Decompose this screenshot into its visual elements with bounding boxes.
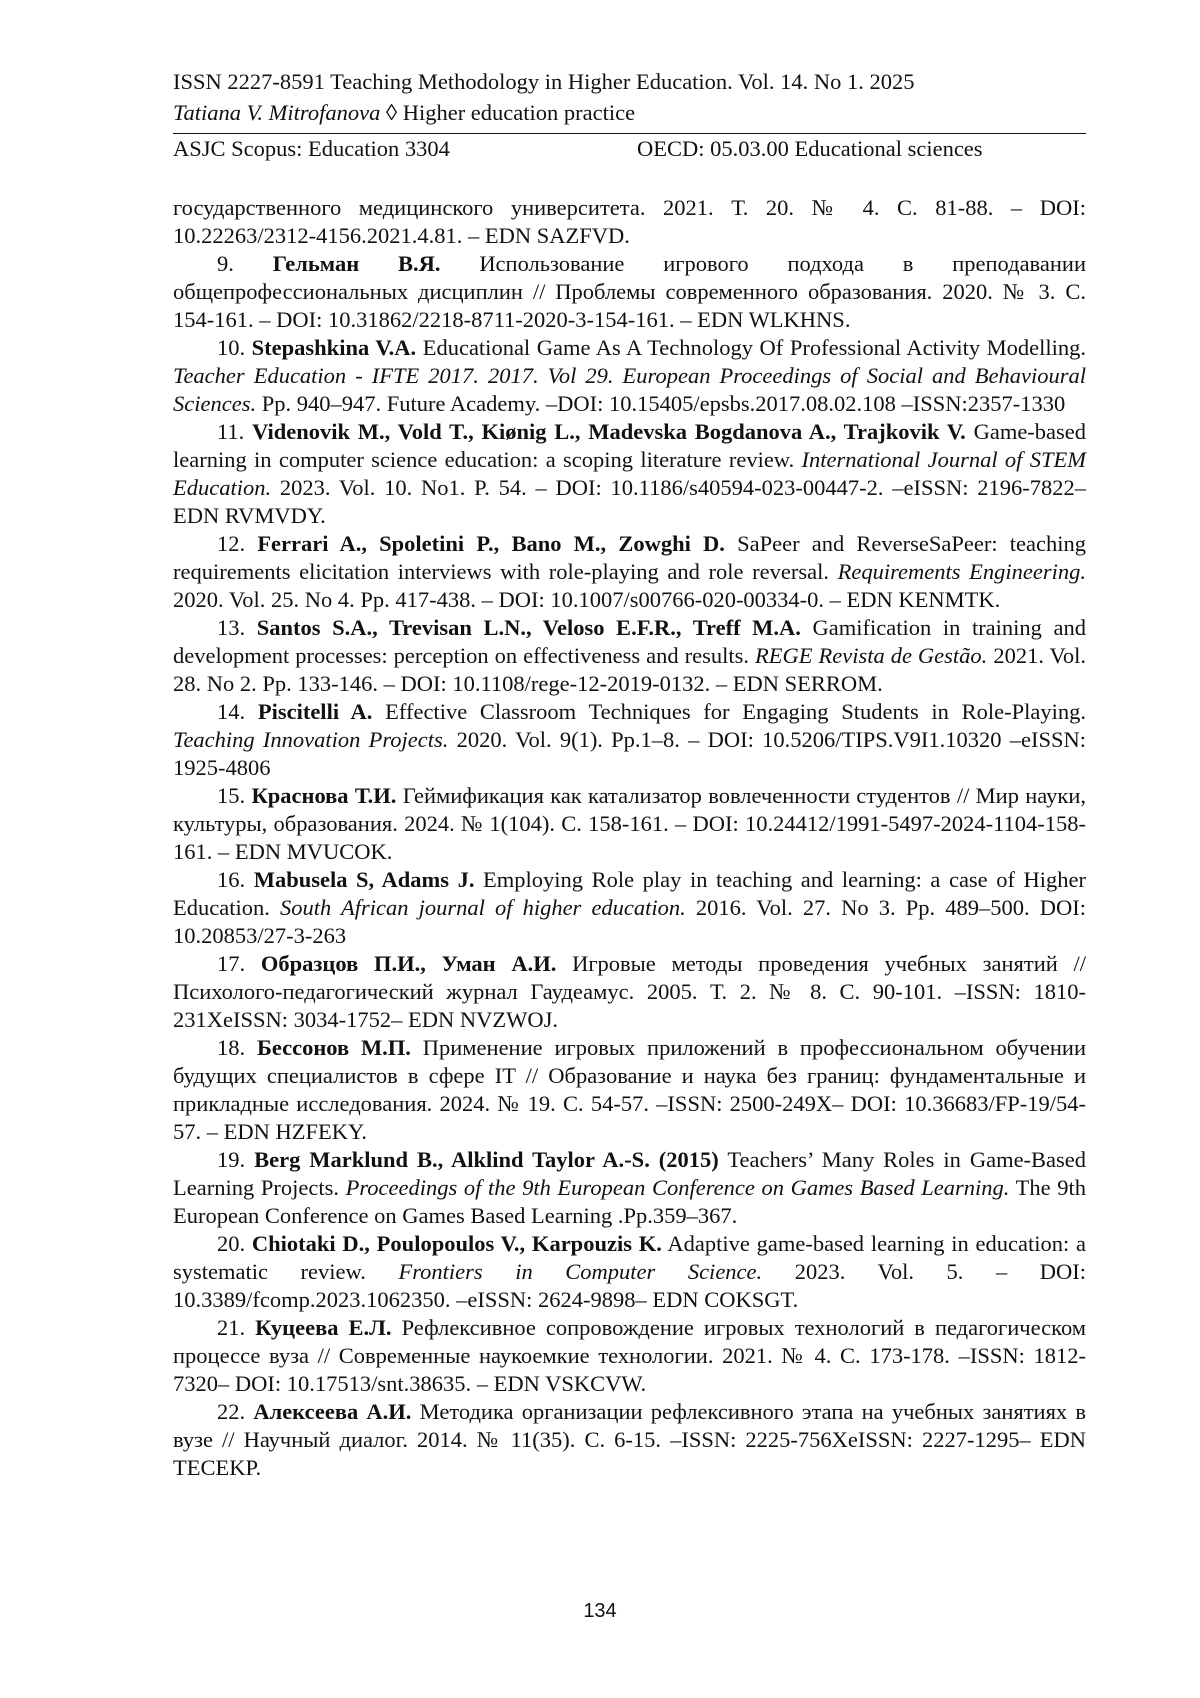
- reference-number: 22.: [217, 1399, 246, 1424]
- reference-authors: Piscitelli A.: [257, 699, 373, 724]
- reference-details: 2023. Vol. 5. – DOI: 10.3389/fcomp.2023.1062350. –eISSN: 2624-9898– EDN COKSGT.: [173, 1259, 1087, 1312]
- reference-source: Requirements Engineering.: [837, 559, 1087, 584]
- journal-line: ISSN 2227-8591 Teaching Methodology in Higher Education. Vol. 14. No 1. 2025: [173, 69, 915, 94]
- reference-item: [173, 782, 1086, 866]
- reference-number: 9.: [217, 251, 234, 276]
- reference-text: Методика организации рефлексивного этапа на учебных занятиях в вузе // Научный диалог. 2014. № 11(35). С. 6-15. –ISSN: 2225-756XeISSN: 2227-1295– EDN TECEKP.: [173, 1399, 1087, 1480]
- reference-text: Teachers’ Many Roles in Game-Based Learning Projects.: [173, 1147, 1087, 1200]
- reference-details: 2016. Vol. 27. No 3. Pp. 489–500. DOI: 10.20853/27-3-263: [173, 895, 1086, 948]
- reference-item: [173, 866, 1086, 950]
- reference-item: [173, 530, 1086, 614]
- reference-item: [173, 698, 1086, 782]
- reference-list: [173, 194, 1086, 1482]
- reference-source: South African journal of higher education.: [279, 895, 686, 920]
- reference-authors: Berg Marklund B., Alklind Taylor A.-S. (2015): [254, 1147, 719, 1172]
- reference-item: [173, 1398, 1086, 1482]
- reference-authors: Mabusela S, Adams J.: [253, 867, 475, 892]
- running-header: [173, 66, 1086, 164]
- reference-authors: Куцеева Е.Л.: [255, 1315, 392, 1340]
- reference-text: Employing Role play in teaching and learning: a case of Higher Education.: [173, 867, 1087, 920]
- reference-source: Frontiers in Computer Science.: [398, 1259, 763, 1284]
- reference-item: [173, 614, 1086, 698]
- reference-number: 17.: [217, 951, 246, 976]
- reference-details: The 9th European Conference on Games Based Learning .Pp.359–367.: [173, 1175, 1087, 1228]
- lozenge-separator: ◊: [380, 100, 403, 125]
- reference-details: 2020. Vol. 25. No 4. Pp. 417-438. – DOI: 10.1007/s00766-020-00334-0. – EDN KENMTK.: [173, 587, 1001, 612]
- reference-item: [173, 418, 1086, 530]
- author-name: Tatiana V. Mitrofanova: [173, 100, 381, 125]
- reference-authors: Гельман В.Я.: [272, 251, 441, 276]
- reference-details: 2023. Vol. 10. No1. P. 54. – DOI: 10.1186/s40594-023-00447-2. –eISSN: 2196-7822– EDN RVMVDY.: [173, 475, 1086, 528]
- reference-number: 18.: [217, 1035, 246, 1060]
- reference-number: 14.: [217, 699, 246, 724]
- reference-item: [173, 250, 1086, 334]
- reference-number: 21.: [217, 1315, 246, 1340]
- reference-text: Effective Classroom Techniques for Engaging Students in Role-Playing.: [385, 699, 1087, 724]
- reference-authors: Chiotaki D., Poulopoulos V., Karpouzis K.: [251, 1231, 662, 1256]
- reference-text: Использование игрового подхода в преподавании общепрофессиональных дисциплин // Проблемы современного образования. 2020. № 3. С. 154-161. – DOI: 10.31862/2218-8711-2020-3-154-161. – EDN WLKHNS.: [173, 251, 1086, 332]
- author-section-line: [173, 97, 1086, 128]
- reference-authors: Stepashkina V.A.: [251, 335, 417, 360]
- reference-item: [173, 334, 1086, 418]
- asjc-code: ASJC Scopus: Education 3304: [173, 136, 450, 161]
- reference-details: 2021. Vol. 28. No 2. Pp. 133-146. – DOI: 10.1108/rege-12-2019-0132. – EDN SERROM.: [173, 643, 1087, 696]
- reference-number: 19.: [217, 1147, 246, 1172]
- reference-text: Применение игровых приложений в профессиональном обучении будущих специалистов в сфере IT // Образование и наука без границ: фундаментальные и прикладные исследования. 2024. № 19. С. 54-57. –ISSN: 2500-249X– DOI: 10.36683/FP-19/54-57. – EDN HZFEKY.: [173, 1035, 1087, 1144]
- reference-authors: Бессонов М.П.: [256, 1035, 411, 1060]
- reference-source: Teacher Education - IFTE 2017. 2017. Vol 29. European Proceedings of Social and Behavioural Sciences.: [173, 363, 1086, 416]
- reference-text: Educational Game As A Technology Of Professional Activity Modelling.: [422, 335, 1086, 360]
- reference-text: Рефлексивное сопровождение игровых технологий в педагогическом процессе вуза // Современные наукоемкие технологии. 2021. № 4. С. 173-178. –ISSN: 1812-7320– DOI: 10.17513/snt.38635. – EDN VSKCVW.: [173, 1315, 1087, 1396]
- reference-item: [173, 1146, 1086, 1230]
- reference-item: [173, 950, 1086, 1034]
- reference-entries: [173, 250, 1086, 1482]
- reference-text: Геймификация как катализатор вовлеченности студентов // Мир науки, культуры, образования. 2024. № 1(104). С. 158-161. – DOI: 10.24412/1991-5497-2024-1104-158-161. – EDN MVUCOK.: [173, 783, 1086, 864]
- section-name: Higher education practice: [402, 100, 636, 125]
- reference-item: [173, 1230, 1086, 1314]
- reference-number: 13.: [217, 615, 246, 640]
- reference-text: Игровые методы проведения учебных занятий // Психолого-педагогический журнал Гаудеамус. 2005. Т. 2. № 8. С. 90-101. –ISSN: 1810-231XeISSN: 3034-1752– EDN NVZWOJ.: [173, 951, 1087, 1032]
- reference-continuation: государственного медицинского университета. 2021. Т. 20. № 4. С. 81-88. – DOI: 10.22263/2312-4156.2021.4.81. – EDN SAZFVD.: [173, 195, 1086, 248]
- reference-number: 12.: [217, 531, 246, 556]
- reference-source: Proceedings of the 9th European Conference on Games Based Learning.: [345, 1175, 1010, 1200]
- reference-source: REGE Revista de Gestão.: [755, 643, 988, 668]
- reference-authors: Образцов П.И., Уман А.И.: [260, 951, 557, 976]
- reference-authors: Santos S.A., Trevisan L.N., Veloso E.F.R., Treff M.A.: [256, 615, 801, 640]
- reference-authors: Краснова Т.И.: [251, 783, 397, 808]
- reference-authors: Алексеева А.И.: [253, 1399, 412, 1424]
- reference-number: 20.: [217, 1231, 246, 1256]
- reference-item: [173, 1034, 1086, 1146]
- reference-number: 10.: [217, 335, 246, 360]
- classification-line: [173, 134, 1086, 164]
- reference-source: International Journal of STEM Education.: [173, 447, 1086, 500]
- reference-source: Teaching Innovation Projects.: [173, 727, 449, 752]
- reference-authors: Ferrari A., Spoletini P., Bano M., Zowghi D.: [257, 531, 725, 556]
- reference-text: Game-based learning in computer science education: a scoping literature review.: [173, 419, 1087, 472]
- reference-number: 16.: [217, 867, 246, 892]
- reference-text: SaPeer and ReverseSaPeer: teaching requirements elicitation interviews with role-playing and role reversal.: [173, 531, 1087, 584]
- reference-details: Pp. 940–947. Future Academy. –DOI: 10.15405/epsbs.2017.08.02.108 –ISSN:2357-1330: [261, 391, 1066, 416]
- reference-item: [173, 1314, 1086, 1398]
- page-number: 134: [583, 1600, 617, 1622]
- reference-text: Gamification in training and development processes: perception on effectiveness and results.: [173, 615, 1087, 668]
- reference-number: 11.: [217, 419, 245, 444]
- reference-number: 15.: [217, 783, 246, 808]
- oecd-code: OECD: 05.03.00 Educational sciences: [637, 136, 983, 161]
- reference-details: 2020. Vol. 9(1). Pp.1–8. – DOI: 10.5206/TIPS.V9I1.10320 –eISSN: 1925-4806: [173, 727, 1087, 780]
- reference-authors: Videnovik M., Vold T., Kiønig L., Madevska Bogdanova A., Trajkovik V.: [252, 419, 966, 444]
- reference-text: Adaptive game-based learning in education: a systematic review.: [173, 1231, 1087, 1284]
